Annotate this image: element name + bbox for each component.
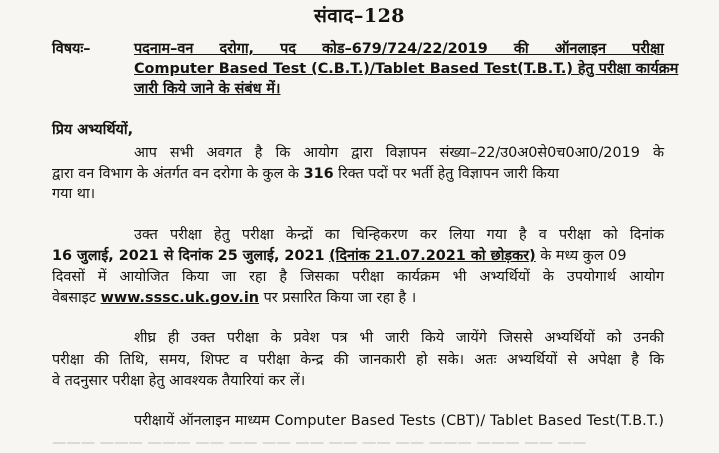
para2-line-3: दिवसों में आयोजित किया जा रहा है जिसका परीक्षा कार्यक्रम भी अभ्यर्थियों के उपयोगार्थ आयोग (52, 269, 664, 285)
subject-line-3: जारी किये जाने के संबंध में। (134, 81, 281, 97)
para4-line-1: परीक्षायें ऑनलाइन माध्यम Computer Based Tests (CBT)/ Tablet Based Test(T.B.T.) (134, 413, 664, 429)
subject-label: विषयः– (52, 41, 91, 57)
para4-line-2-cut: ——— ——— ——— —— —— —— —— —— —— —— ——— ——— —— —— (52, 435, 587, 451)
website-link[interactable]: www.sssc.uk.gov.in (100, 290, 260, 306)
para3-line-2: परीक्षा की तिथि, समय, शिफ्ट व परीक्षा केन्द्र की जानकारी हो सके। अतः अभ्यर्थियों से अपेक्षा है कि (52, 352, 664, 368)
para2-line-4: वेबसाइट www.sssc.uk.gov.in पर प्रसारित किया जा रहा है । (52, 290, 417, 306)
para3-line-1: शीघ्र ही उक्त परीक्षा के प्रवेश पत्र भी जारी किये जायेंगे जिससे अभ्यर्थियों को उनकी (134, 330, 664, 346)
para2-line-2: 16 जुलाई, 2021 से दिनांक 25 जुलाई, 2021 (दिनांक 21.07.2021 को छोड़कर) के मध्य कुल 09 (52, 248, 627, 264)
para1-line-3: गया था। (52, 186, 96, 202)
vacancy-count: 316 (303, 166, 334, 182)
subject-line-1: पदनाम–वन दरोगा, पद कोड–679/724/22/2019 की ऑनलाइन परीक्षा (134, 41, 664, 57)
notice-heading: संवाद–128 (313, 5, 406, 27)
para2-line-1: उक्त परीक्षा हेतु परीक्षा केन्द्रों का चिन्हिकरण कर लिया गया है व परीक्षा को दिनांक (134, 227, 664, 243)
salutation: प्रिय अभ्यर्थियों, (52, 122, 134, 138)
para3-line-3: वे तदनुसार परीक्षा हेतु आवश्यक तैयारियां कर लें। (52, 373, 306, 389)
excluded-date: (दिनांक 21.07.2021 को छोड़कर) (329, 248, 536, 264)
exam-date-range: 16 जुलाई, 2021 से दिनांक 25 जुलाई, 2021 (52, 248, 325, 264)
subject-line-2: Computer Based Test (C.B.T.)/Tablet Based Test(T.B.T.) हेतु परीक्षा कार्यक्रम (134, 61, 679, 77)
para1-line-1: आप सभी अवगत है कि आयोग द्वारा विज्ञापन संख्या–22/उ0अ0से0च0आ0/2019 के (134, 145, 664, 161)
para1-line-2: द्वारा वन विभाग के अंतर्गत वन दरोगा के कुल के 316 रिक्त पदों पर भर्ती हेतु विज्ञापन जारी किया (52, 166, 559, 182)
